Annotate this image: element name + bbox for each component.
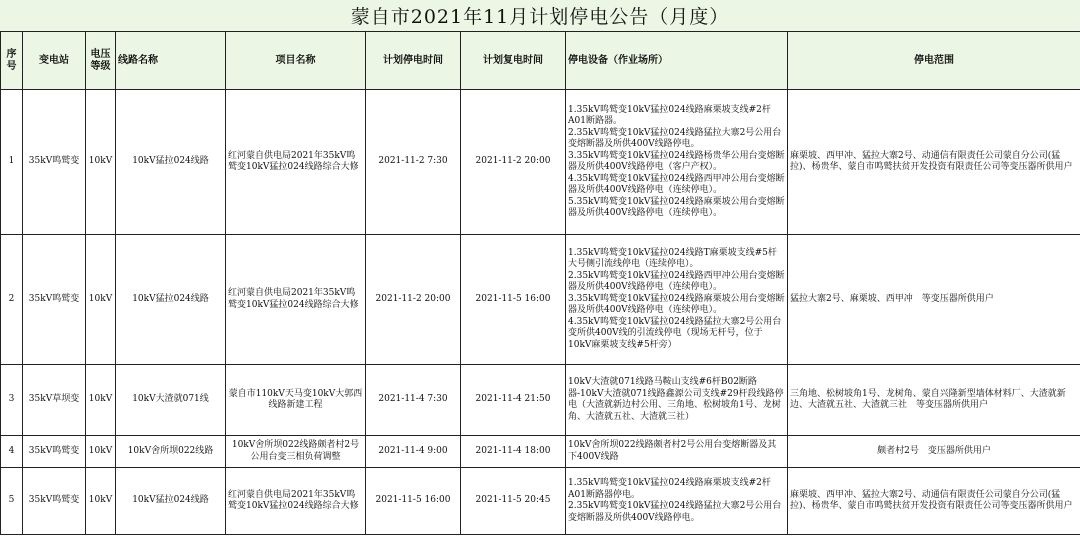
cell-start: 2021-11-4 9:00 — [366, 436, 461, 468]
cell-start: 2021-11-5 16:00 — [366, 468, 461, 535]
cell-end: 2021-11-2 20:00 — [461, 90, 566, 235]
cell-voltage: 10kV — [86, 235, 116, 365]
outage-table — [0, 31, 1080, 535]
cell-devices: 10kV大渣就071线路马鞍山支线#6杆B02断路器-10kV大渣就071线路鑫源公司支线#29杆段线路停电（大渣就新边村公用、三角地、松树坡角1号、龙树角、大渣就五社、大渣就三社） — [566, 365, 788, 436]
header-line: 线路名称 — [116, 32, 226, 90]
cell-scope: 猛拉大寨2号、麻栗坡、西甲冲 等变压器所供用户 — [788, 235, 1080, 365]
cell-start: 2021-11-2 7:30 — [366, 90, 461, 235]
cell-scope: 麻栗坡、西甲冲、猛拉大寨2号、动通信有限责任公司蒙自分公司(猛拉)、杨贵华、蒙自市鸣鹫扶贫开发投资有限责任公司等变压器所供用户 — [788, 90, 1080, 235]
cell-end: 2021-11-4 21:50 — [461, 365, 566, 436]
cell-project: 10kV舍所坝022线路颇者村2号公用台变三相负荷调整 — [226, 436, 366, 468]
table-row — [1, 90, 1080, 235]
cell-scope: 颇者村2号 变压器所供用户 — [788, 436, 1080, 468]
cell-seq: 4 — [1, 436, 23, 468]
header-voltage: 电压等级 — [86, 32, 116, 90]
cell-start: 2021-11-2 20:00 — [366, 235, 461, 365]
table-row — [1, 365, 1080, 436]
cell-start: 2021-11-4 7:30 — [366, 365, 461, 436]
cell-project: 红河蒙自供电局2021年35kV鸣鹫变10kV猛拉024线路综合大修 — [226, 468, 366, 535]
cell-scope: 麻栗坡、西甲冲、猛拉大寨2号、动通信有限责任公司蒙自分公司(猛拉)、杨贵华、蒙自市鸣鹫扶贫开发投资有限责任公司等变压器所供用户 — [788, 468, 1080, 535]
cell-end: 2021-11-5 16:00 — [461, 235, 566, 365]
cell-end: 2021-11-5 20:45 — [461, 468, 566, 535]
cell-seq: 5 — [1, 468, 23, 535]
cell-voltage: 10kV — [86, 468, 116, 535]
cell-scope: 三角地、松树坡角1号、龙树角、蒙自兴隆新型墙体材料厂、大渣就新边、大渣就五社、大渣就三社 等变压器所供用户 — [788, 365, 1080, 436]
table-header-row — [1, 32, 1080, 90]
cell-seq: 1 — [1, 90, 23, 235]
header-devices: 停电设备（作业场所） — [566, 32, 788, 90]
cell-station: 35kV鸣鹫变 — [23, 235, 86, 365]
cell-project: 蒙自市110kV天马变10kV大郭西线路新建工程 — [226, 365, 366, 436]
cell-station: 35kV鸣鹫变 — [23, 468, 86, 535]
cell-voltage: 10kV — [86, 90, 116, 235]
header-scope: 停电范围 — [788, 32, 1080, 90]
cell-line: 10kV猛拉024线路 — [116, 90, 226, 235]
header-project: 项目名称 — [226, 32, 366, 90]
header-start: 计划停电时间 — [366, 32, 461, 90]
cell-seq: 2 — [1, 235, 23, 365]
cell-station: 35kV鸣鹫变 — [23, 436, 86, 468]
cell-end: 2021-11-4 18:00 — [461, 436, 566, 468]
cell-project: 红河蒙自供电局2021年35kV鸣鹫变10kV猛拉024线路综合大修 — [226, 90, 366, 235]
page-title: 蒙自市2021年11月计划停电公告（月度） — [350, 6, 730, 28]
cell-devices: 10kV舍所坝022线路颇者村2号公用台变熔断器及其下400V线路 — [566, 436, 788, 468]
table-row — [1, 468, 1080, 535]
cell-station: 35kV草坝变 — [23, 365, 86, 436]
cell-line: 10kV大渣就071线 — [116, 365, 226, 436]
cell-line: 10kV猛拉024线路 — [116, 468, 226, 535]
header-seq: 序号 — [1, 32, 23, 90]
cell-devices: 1.35kV鸣鹫变10kV猛拉024线路麻栗坡支线#2杆A01断路器。 2.35kV鸣鹫变10kV猛拉024线路猛拉大寨2号公用台变熔断器及所供400V线路停电。 3.35kV鸣鹫变10kV猛拉024线路杨贵华公用台变熔断器及所供400V线路停电（客户产权）。 4.35kV鸣鹫变10kV猛拉024线路西甲冲公用台变熔断器及所供400V线路停电（连续停电）。 5.35kV鸣鹫变10kV猛拉024线路麻栗坡公用台变熔断器及所供400V线路停电（连续停电）。 — [566, 90, 788, 235]
cell-seq: 3 — [1, 365, 23, 436]
cell-devices: 1.35kV鸣鹫变10kV猛拉024线路T麻栗坡支线#5杆大号侧引流线停电（连续停电）。 2.35kV鸣鹫变10kV猛拉024线路西甲冲公用台变熔断器及所供400V线路停电（连续停电）。 3.35kV鸣鹫变10kV猛拉024线路麻栗坡公用台变熔断器及所供400V线路停电（连续停电）。 4.35kV鸣鹫变10kV猛拉024线路猛拉大寨2号公用台变所供400V线的引流线停电（现场无杆号，位于10kV麻栗坡支线#5杆旁） — [566, 235, 788, 365]
title-bar — [0, 0, 1080, 32]
header-station: 变电站 — [23, 32, 86, 90]
cell-line: 10kV猛拉024线路 — [116, 235, 226, 365]
cell-project: 红河蒙自供电局2021年35kV鸣鹫变10kV猛拉024线路综合大修 — [226, 235, 366, 365]
cell-line: 10kV舍所坝022线路 — [116, 436, 226, 468]
table-row — [1, 436, 1080, 468]
cell-devices: 1.35kV鸣鹫变10kV猛拉024线路麻栗坡支线#2杆A01断路器停电。 2.35kV鸣鹫变10kV猛拉024线路猛拉大寨2号公用台变熔断器及所供400V线路停电。 — [566, 468, 788, 535]
cell-voltage: 10kV — [86, 436, 116, 468]
cell-station: 35kV鸣鹫变 — [23, 90, 86, 235]
cell-voltage: 10kV — [86, 365, 116, 436]
table-row — [1, 235, 1080, 365]
header-end: 计划复电时间 — [461, 32, 566, 90]
